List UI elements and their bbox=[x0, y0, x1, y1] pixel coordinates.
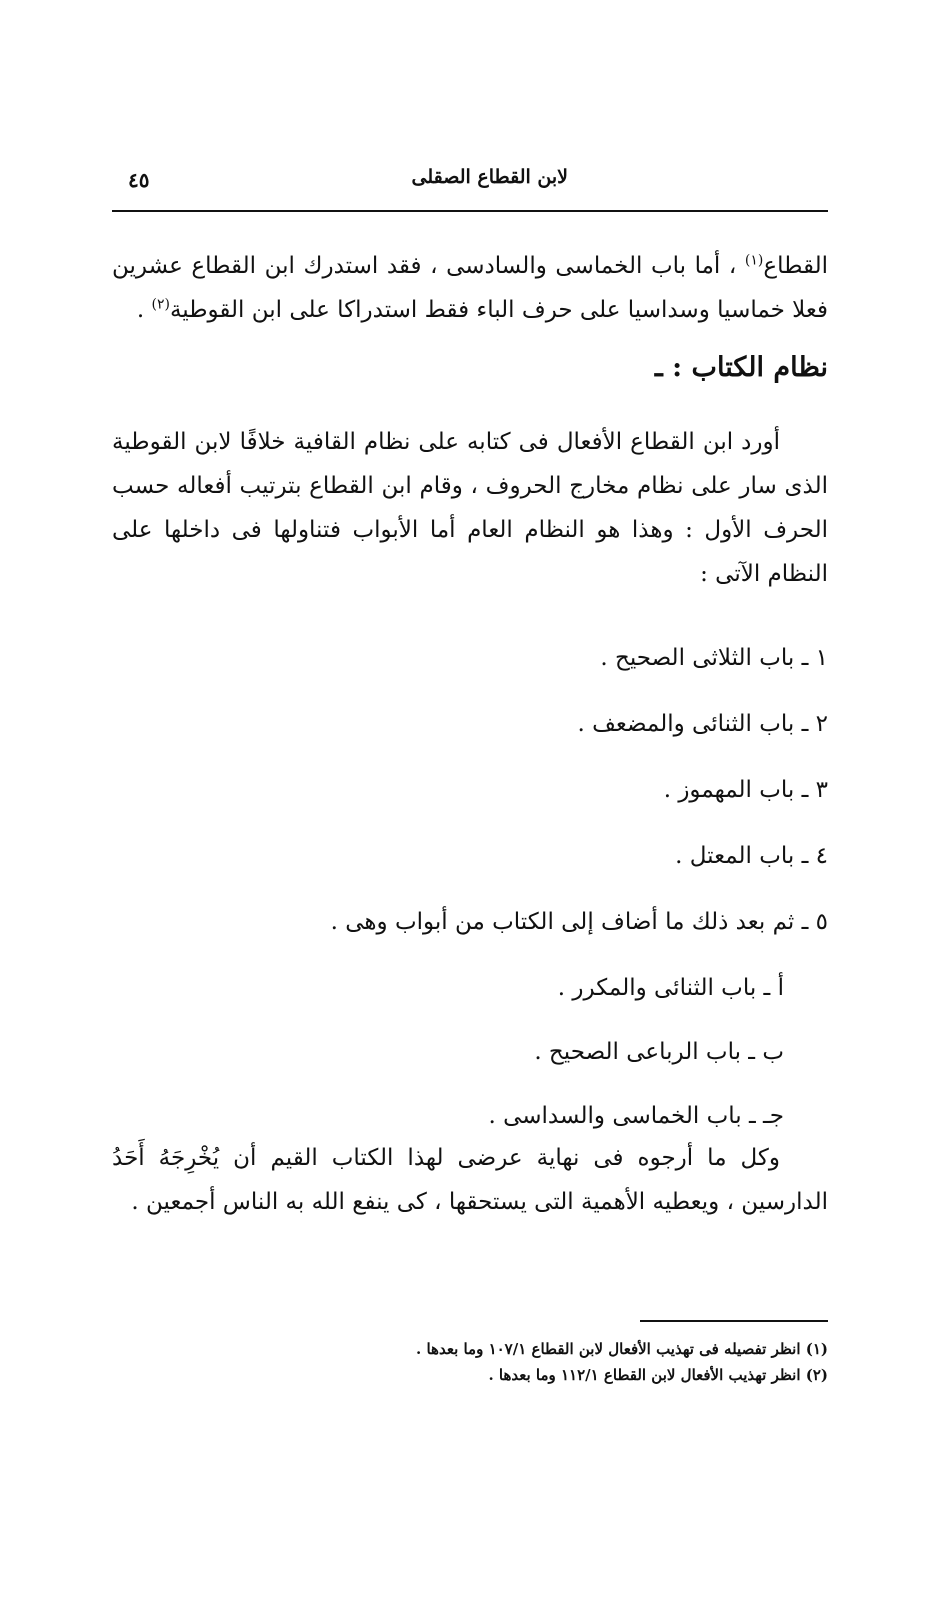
list-item: ١ ـ باب الثلاثى الصحيح . bbox=[600, 645, 828, 671]
footnote-rule bbox=[640, 1320, 828, 1322]
footnote-ref-2: (٢) bbox=[151, 296, 170, 313]
running-header bbox=[112, 160, 828, 208]
section-heading: نظام الكتاب : ـ bbox=[654, 352, 828, 383]
list-item: ٥ ـ ثم بعد ذلك ما أضاف إلى الكتاب من أبواب وهى . bbox=[330, 909, 828, 935]
header-rule bbox=[112, 210, 828, 212]
footnote-ref-1: (١) bbox=[744, 252, 764, 269]
sublist-item: ب ـ باب الرباعى الصحيح . bbox=[534, 1039, 784, 1065]
paragraph-text-3: . bbox=[136, 297, 152, 323]
sublist-item: أ ـ باب الثنائى والمكرر . bbox=[557, 975, 784, 1001]
page-number: ٤٥ bbox=[128, 168, 150, 192]
paragraph-system: أورد ابن القطاع الأفعال فى كتابه على نظام القافية خلافًا لابن القوطية الذى سار على نظام مخارج الحروف ، وقام ابن القطاع بترتيب أفعاله حسب الحرف الأول : وهذا هو النظام العام أما الأبواب فتناولها فى داخلها على النظام الآتى : bbox=[112, 429, 828, 587]
sublist-item: جـ ـ باب الخماسى والسداسى . bbox=[488, 1103, 784, 1129]
paragraph-continuation bbox=[112, 244, 828, 332]
paragraph-text-2: ، أما باب الخماسى والسادسى ، فقد استدرك ابن القطاع عشرين فعلا خماسيا وسداسيا على حرف الباء فقط استدراكا على ابن القوطية bbox=[112, 253, 828, 323]
footnote: (٢) انظر تهذيب الأفعال لابن القطاع ١١٢/١ وما بعدها . bbox=[488, 1366, 828, 1384]
list-item: ٤ ـ باب المعتل . bbox=[675, 843, 828, 869]
added-chapters-list bbox=[184, 970, 784, 1162]
paragraph-text: القطاع bbox=[763, 253, 828, 279]
list-item: ٣ ـ باب المهموز . bbox=[663, 777, 828, 803]
footnote: (١) انظر تفصيله فى تهذيب الأفعال لابن القطاع ١٠٧/١ وما بعدها . bbox=[416, 1340, 828, 1358]
list-item: ٢ ـ باب الثنائى والمضعف . bbox=[577, 711, 828, 737]
footnotes bbox=[112, 1336, 828, 1388]
chapter-list bbox=[112, 640, 828, 970]
running-title: لابن القطاع الصقلى bbox=[411, 166, 568, 188]
paragraph-closing: وكل ما أرجوه فى نهاية عرضى لهذا الكتاب القيم أن يُخْرِجَهُ أَحَدُ الدارسين ، ويعطيه الأهمية التى يستحقها ، كى ينفع الله به الناس أجمعين . bbox=[112, 1145, 828, 1215]
